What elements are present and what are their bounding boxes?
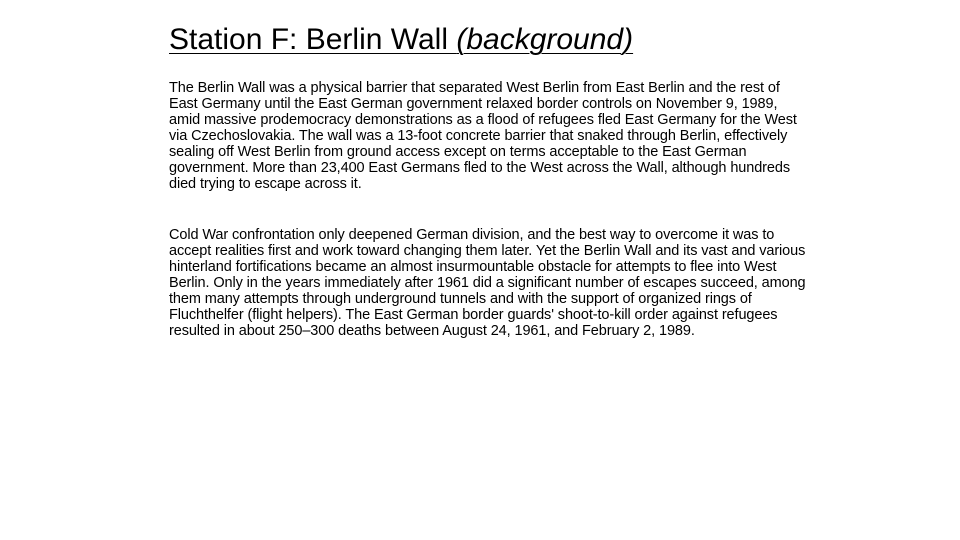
body-paragraph-2: Cold War confrontation only deepened German division, and the best way to overcome it was to accept realities first and work toward changing them later. Yet the Berlin Wall and its vast and various hinterland fortifications became an almost insurmountable obstacle for attempts to flee into West Berlin. Only in the years immediately after 1961 did a significant number of escapes succeed, among them many attempts through underground tunnels and with the support of organized rings of Fluchthelfer (flight helpers). The East German border guards' shoot-to-kill order against refugees resulted in about 250–300 deaths between August 24, 1961, and February 2, 1989. xyxy=(169,227,806,339)
slide-title xyxy=(169,20,869,60)
body-paragraph-1: The Berlin Wall was a physical barrier that separated West Berlin from East Berlin and the rest of East Germany until the East German government relaxed border controls on November 9, 1989, amid massive prodemocracy demonstrations as a flood of refugees fled East Germany for the West via Czechoslovakia. The wall was a 13-foot concrete barrier that snaked through Berlin, effectively sealing off West Berlin from ground access except on terms acceptable to the East German government. More than 23,400 East Germans fled to the West across the Wall, although hundreds died trying to escape across it. xyxy=(169,80,797,192)
slide-body xyxy=(169,80,809,339)
slide-title-italic: (background) xyxy=(456,23,634,56)
slide-title-main: Station F: Berlin Wall xyxy=(169,23,457,56)
